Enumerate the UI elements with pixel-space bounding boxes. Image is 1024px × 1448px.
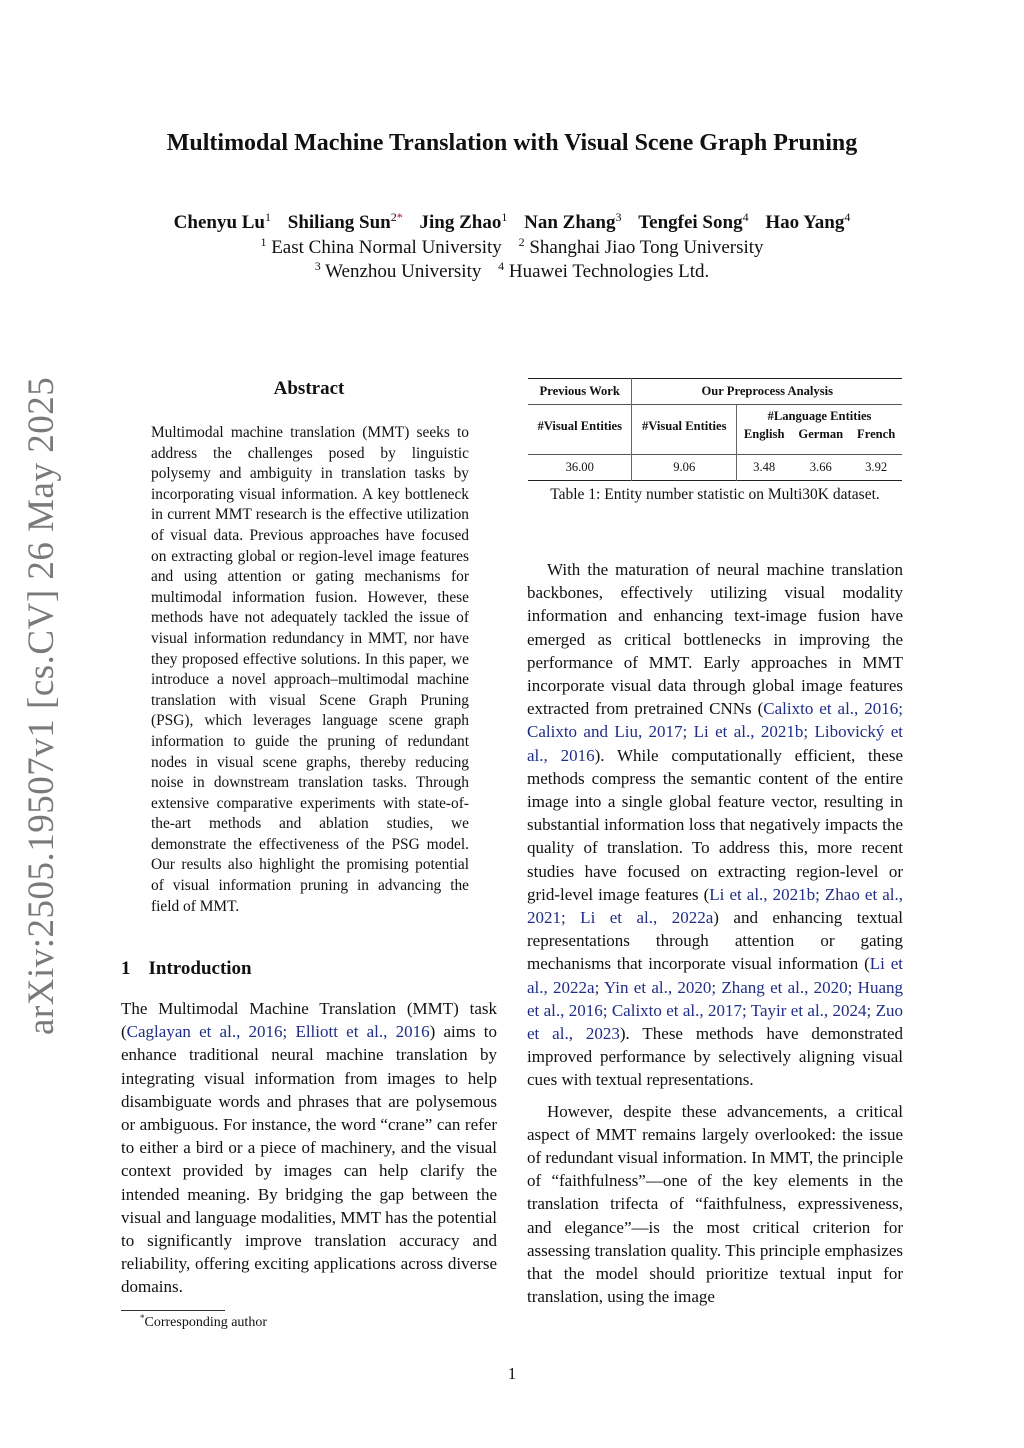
author: Chenyu Lu$^1$ (173, 210, 272, 233)
abstract-text: Multimodal machine translation (MMT) seeks to address the challenges posed by linguistic polysemy and ambiguity in translation tasks by incorporating visual information. A key bottleneck in current MMT research is the effective utilization of visual data. Previous approaches have focused on extracting global or region-level image features and using attention or gating mechanisms for multimodal information fusion. However, these methods have not adequately tackled the issue of visual information redundancy in MMT, nor have they proposed effective solutions. In this paper, we introduce a novel approach–multimodal machine translation with visual Scene Graph Pruning (PSG), which leverages language scene graph information to guide the pruning of redundant nodes in visual scene graphs, thereby reducing noise in downstream translation tasks. Through extensive comparative experiments with state-of-the-art methods and ablation studies, we demonstrate the effectiveness of the PSG model. Our results also highlight the promising potential of visual information pruning in advancing the field of MMT. (151, 424, 469, 915)
citation-link[interactable]: Caglayan et al., 2016; Elliott et al., 2016 (126, 1022, 430, 1042)
arxiv-stamp: arXiv:2505.19507v1 [cs.CV] 26 May 2025 (21, 376, 62, 1035)
affiliation: $^2$ Shanghai Jiao Tong University (518, 235, 764, 258)
table-cell: 36.00 (528, 454, 632, 480)
table-column-header: #Visual Entities (632, 405, 737, 445)
table-cell: 3.48 (753, 459, 776, 474)
table-column-header: German (798, 426, 844, 441)
table-group-header: Previous Work (528, 379, 632, 405)
author-list (100, 210, 924, 236)
author: Shiliang Sun$^{2*}$ (287, 210, 403, 233)
table-group-header: Our Preprocess Analysis (701, 384, 833, 398)
table-column-header: #Visual Entities (528, 405, 632, 445)
table-cell: 3.66 (809, 459, 832, 474)
table-cell: 9.06 (632, 454, 737, 480)
citation-link[interactable]: Li et al., 2021b; Zhao et al., 2021; Li et al., 2022a (527, 884, 904, 928)
affiliations-line-1 (100, 236, 924, 260)
page-number: 1 (507, 1364, 517, 1383)
table-cell: 3.92 (865, 459, 888, 474)
author: Nan Zhang$^3$ (524, 210, 622, 233)
citation-link[interactable]: Calixto et al., 2016; Calixto and Liu, 2017; Li et al., 2021b; Libovický et al., 2016 (527, 699, 903, 765)
entity-table (528, 378, 902, 481)
table-column-header: #Language Entities (767, 409, 872, 423)
affiliations-line-2 (100, 260, 924, 284)
affiliation: $^4$ Huawei Technologies Ltd. (498, 259, 710, 282)
citation-link[interactable]: Li et al., 2022a; Yin et al., 2020; Zhang et al., 2020; Huang et al., 2016; Calixto et al., 2017; Tayir et al., 2024; Zuo et al., 2023 (527, 954, 903, 1044)
table-column-header: French (857, 426, 896, 441)
table-column-header: English (743, 426, 785, 441)
footnote: *Corresponding author (140, 1313, 267, 1330)
table-caption: Table 1: Entity number statistic on Multi30K dataset. (550, 486, 880, 503)
affiliation: $^1$ East China Normal University (260, 235, 502, 258)
paper-title: Multimodal Machine Translation with Visual Scene Graph Pruning (166, 130, 858, 156)
author: Hao Yang$^4$ (765, 210, 851, 233)
abstract-heading: Abstract (273, 378, 345, 399)
corresponding-mark: * (396, 210, 403, 224)
intro-paragraph-3: However, despite these advancements, a critical aspect of MMT remains largely overlooked: the issue of redundant visual information. In MMT, the principle of “faithfulness”—one of the key elements in the translation trifecta of “faithfulness, expressiveness, and elegance”—is the most critical criterion for assessing translation quality. This principle emphasizes that the model should prioritize textual input for translation, using the image (527, 1101, 903, 1307)
section-heading: 1 Introduction (121, 958, 252, 979)
author: Tengfei Song$^4$ (638, 210, 749, 233)
author: Jing Zhao$^1$ (419, 210, 508, 233)
footnote-rule (121, 1310, 225, 1311)
affiliation: $^3$ Wenzhou University (314, 259, 482, 282)
intro-right-column (527, 558, 903, 1309)
intro-paragraph-2: With the maturation of neural machine translation backbones, effectively utilizing visual modality information and enhancing text-image fusion have emerged as critical bottlenecks in improving the performance of MMT. Early approaches in MMT incorporate visual data through global image features extracted from pretrained CNNs (Calixto et al., 2016; Calixto and Liu, 2017; Li et al., 2021b; Libovický et al., 2016). While computationally efficient, these methods compress the semantic content of the entire image into a single global feature vector, resulting in substantial information loss that negatively impacts the quality of translation. To address this, more recent studies have focused on extracting region-level or grid-level image features (Li et al., 2021b; Zhao et al., 2021; Li et al., 2022a) and enhancing textual representations through attention or gating mechanisms that incorporate visual information (Li et al., 2022a; Yin et al., 2020; Zhang et al., 2020; Huang et al., 2016; Calixto et al., 2017; Tayir et al., 2024; Zuo et al., 2023). These methods have demonstrated improved performance by selectively aligning visual cues with textual representations. (527, 560, 904, 1090)
intro-paragraph-1: The Multimodal Machine Translation (MMT) task (Caglayan et al., 2016; Elliott et al., 2016) aims to enhance traditional neural machine translation by integrating visual information from images to help disambiguate words and phrases that are polysemous or ambiguous. For instance, the word “crane” can refer to either a bird or a piece of machinery, and the visual context provided by images can help clarify the intended meaning. By bridging the gap between the visual and language modalities, MMT has the potential to significantly improve translation accuracy and reliability, offering exciting applications across diverse domains. (121, 999, 497, 1297)
